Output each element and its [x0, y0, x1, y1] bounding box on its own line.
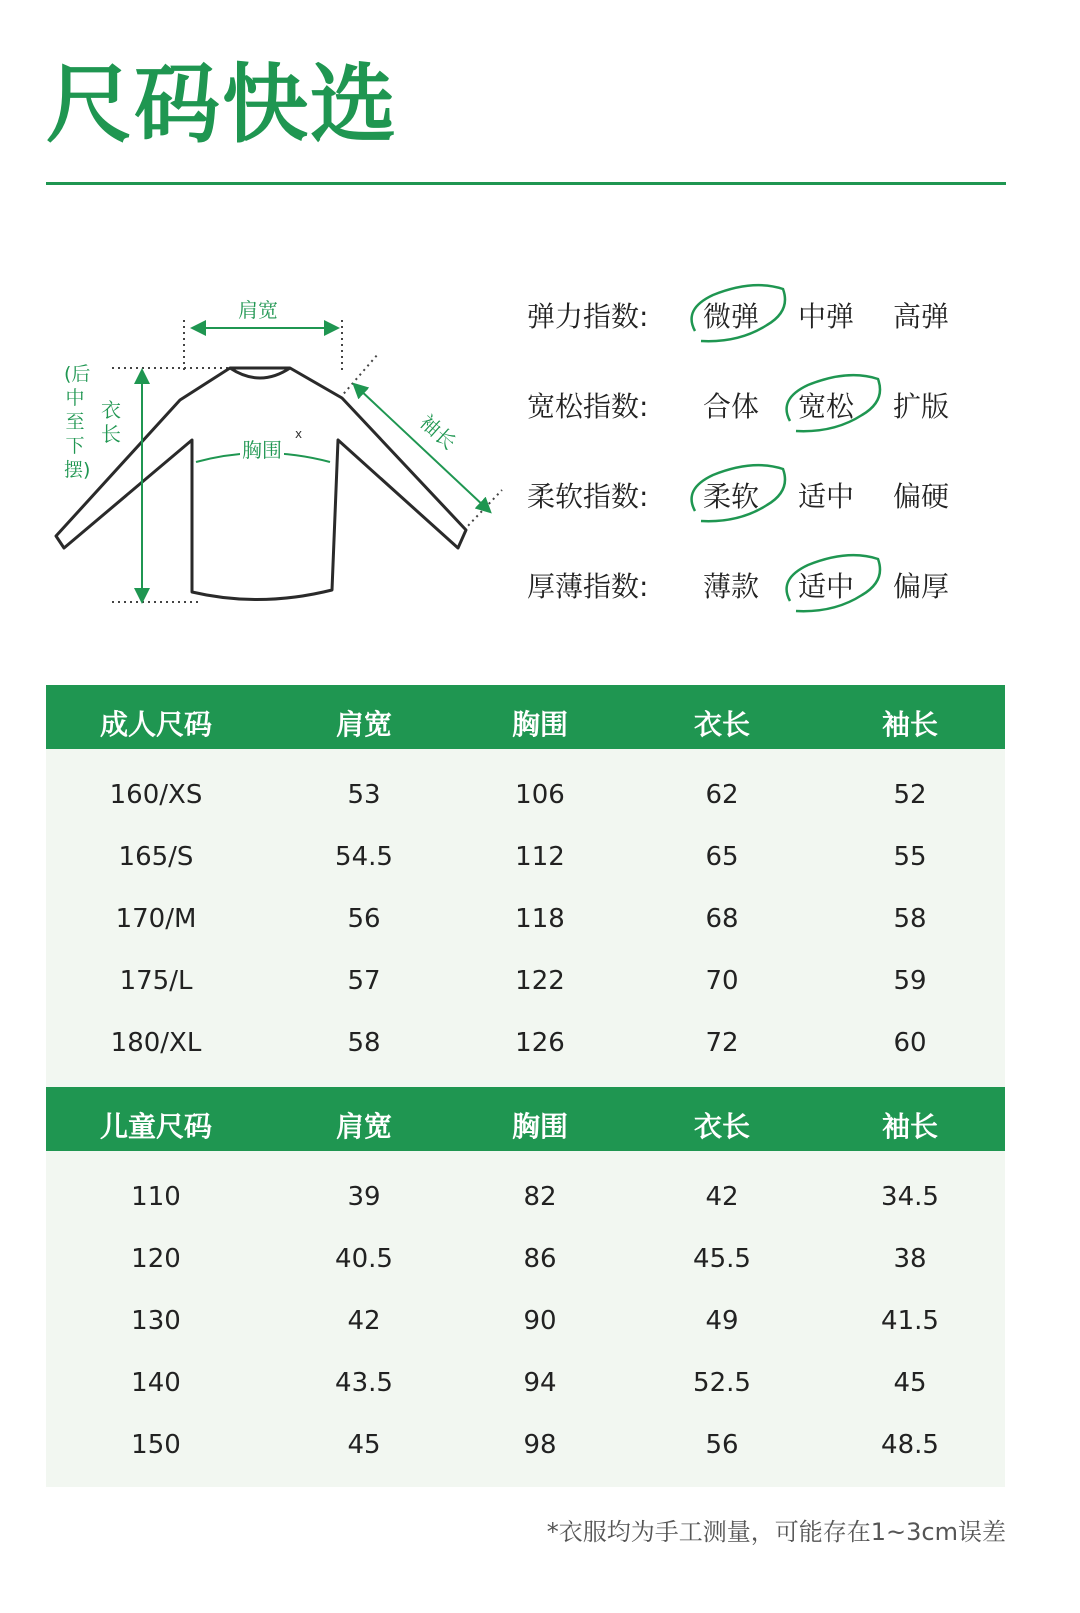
thickness-index-row: [527, 555, 997, 645]
table-cell: 175/L: [119, 966, 193, 996]
table-cell: 68: [705, 904, 739, 934]
measurement-note: *衣服均为手工测量，可能存在1~3cm误差: [546, 1518, 1006, 1546]
table-cell: 72: [705, 1028, 739, 1058]
table-cell: 56: [705, 1430, 739, 1460]
table-cell: 60: [893, 1028, 927, 1058]
table-cell: 58: [347, 1028, 381, 1058]
index-option-selected: 微弹: [703, 295, 759, 335]
table-row: [46, 1227, 1005, 1289]
table-body: [46, 1151, 1005, 1487]
shoulder-label: 肩宽: [238, 298, 278, 322]
index-label: 宽松指数:: [527, 390, 649, 423]
table-row: [46, 949, 1005, 1011]
table-cell: 160/XS: [109, 780, 203, 810]
index-option: 薄款: [703, 570, 760, 603]
adult-size-table: [46, 685, 1005, 1087]
header-cell: 衣长: [693, 708, 750, 741]
fabric-indices: [527, 285, 997, 645]
table-cell: 55: [893, 842, 927, 872]
table-cell: 45: [893, 1368, 927, 1398]
table-row: [46, 1413, 1005, 1475]
table-cell: 59: [893, 966, 927, 996]
table-cell: 58: [893, 904, 927, 934]
table-cell: 126: [515, 1028, 565, 1058]
table-cell: 82: [523, 1182, 557, 1212]
kids-size-table: [46, 1087, 1005, 1487]
softness-index-row: [527, 465, 997, 555]
index-label: 弹力指数:: [527, 300, 649, 333]
table-cell: 41.5: [881, 1306, 939, 1336]
header-cell: 肩宽: [335, 1110, 392, 1143]
table-cell: 40.5: [335, 1244, 393, 1274]
table-cell: 38: [893, 1244, 927, 1274]
index-option: 中弹: [798, 300, 855, 333]
sleeve-label: 袖长: [415, 409, 461, 455]
table-cell: 53: [347, 780, 381, 810]
index-option: 扩版: [893, 390, 950, 423]
table-cell: 52.5: [693, 1368, 751, 1398]
table-cell: 45: [347, 1430, 381, 1460]
selected-circle-icon: [778, 551, 888, 617]
table-header: [46, 685, 1005, 749]
header-cell: 胸围: [511, 708, 568, 741]
chest-label: 胸围: [242, 438, 282, 462]
table-row: [46, 1351, 1005, 1413]
index-option-selected: 宽松: [798, 385, 854, 425]
table-cell: 43.5: [335, 1368, 393, 1398]
table-cell: 49: [705, 1306, 739, 1336]
table-cell: 170/M: [115, 904, 197, 934]
looseness-index-row: [527, 375, 997, 465]
index-option: 高弹: [893, 300, 950, 333]
header-cell: 衣长: [693, 1110, 750, 1143]
header-cell: 袖长: [881, 708, 938, 741]
table-cell: 34.5: [881, 1182, 939, 1212]
stretch-index-row: [527, 285, 997, 375]
index-option: 合体: [703, 390, 760, 423]
table-body: [46, 749, 1005, 1087]
header-cell: 肩宽: [335, 708, 392, 741]
index-option: 偏厚: [893, 570, 950, 603]
svg-text:x: x: [295, 427, 303, 441]
table-cell: 52: [893, 780, 927, 810]
table-cell: 56: [347, 904, 381, 934]
table-cell: 122: [515, 966, 565, 996]
table-cell: 65: [705, 842, 739, 872]
table-cell: 118: [515, 904, 565, 934]
table-cell: 45.5: [693, 1244, 751, 1274]
index-option-selected: 适中: [798, 565, 854, 605]
table-cell: 120: [131, 1244, 181, 1274]
table-row: [46, 825, 1005, 887]
table-row: [46, 1011, 1005, 1073]
index-label: 柔软指数:: [527, 480, 649, 513]
table-cell: 70: [705, 966, 739, 996]
table-cell: 180/XL: [110, 1028, 202, 1058]
table-cell: 94: [523, 1368, 557, 1398]
table-cell: 140: [131, 1368, 181, 1398]
table-cell: 39: [347, 1182, 381, 1212]
header-cell: 成人尺码: [99, 708, 212, 741]
table-cell: 57: [347, 966, 381, 996]
header-cell: 袖长: [881, 1110, 938, 1143]
table-row: [46, 887, 1005, 949]
index-label: 厚薄指数:: [527, 570, 649, 603]
table-header: [46, 1087, 1005, 1151]
index-option: 偏硬: [893, 480, 950, 513]
table-cell: 90: [523, 1306, 557, 1336]
table-cell: 86: [523, 1244, 557, 1274]
index-option: 适中: [798, 480, 855, 513]
table-cell: 112: [515, 842, 565, 872]
title-divider: [46, 182, 1006, 185]
table-cell: 48.5: [881, 1430, 939, 1460]
page-title: 尺码快选: [46, 55, 398, 155]
table-cell: 165/S: [118, 842, 194, 872]
table-cell: 98: [523, 1430, 557, 1460]
table-row: [46, 1289, 1005, 1351]
length-label: 衣长: [101, 398, 121, 446]
length-note-label: (后中至下摆): [64, 363, 91, 481]
table-cell: 150: [131, 1430, 181, 1460]
selected-circle-icon: [683, 281, 793, 347]
index-option-selected: 柔软: [703, 475, 759, 515]
header-cell: 儿童尺码: [99, 1110, 212, 1143]
table-cell: 130: [131, 1306, 181, 1336]
table-cell: 106: [515, 780, 565, 810]
table-cell: 42: [347, 1306, 381, 1336]
selected-circle-icon: [683, 461, 793, 527]
header-cell: 胸围: [511, 1110, 568, 1143]
table-row: [46, 763, 1005, 825]
selected-circle-icon: [778, 371, 888, 437]
table-cell: 54.5: [335, 842, 393, 872]
table-cell: 62: [705, 780, 739, 810]
table-cell: 110: [131, 1182, 181, 1212]
table-row: [46, 1165, 1005, 1227]
size-diagram: [40, 290, 520, 620]
table-cell: 42: [705, 1182, 739, 1212]
